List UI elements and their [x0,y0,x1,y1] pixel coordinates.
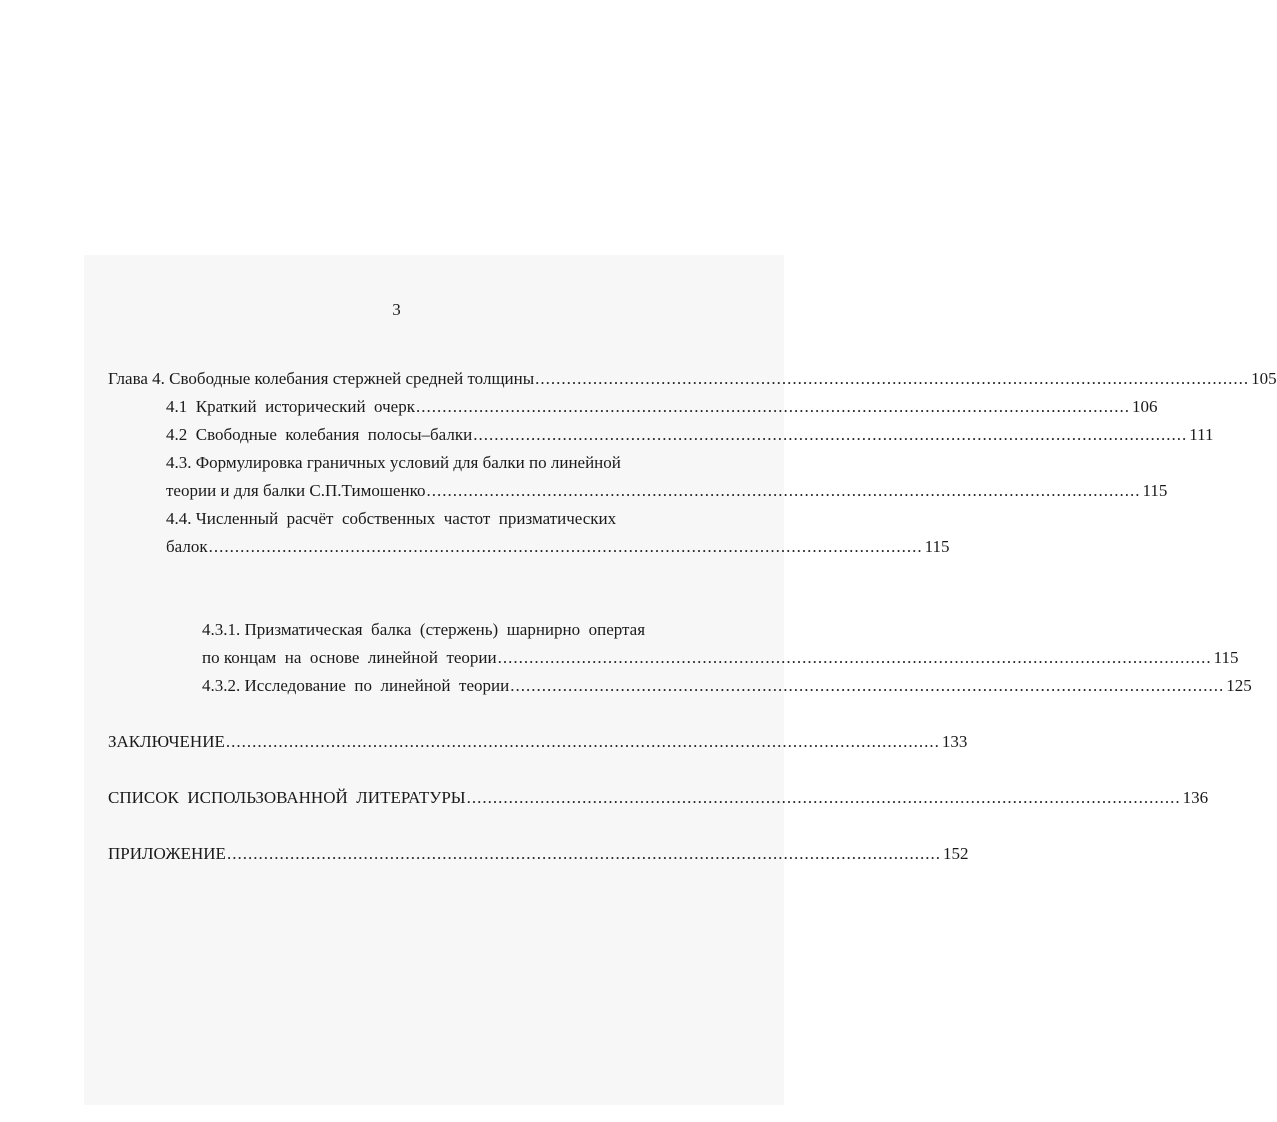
toc-entry-title: балок [166,537,208,556]
toc-entry-4-3-line1[interactable]: 4.3. Формулировка граничных условий для балки по линейной [166,453,621,472]
page-number: 3 [392,300,401,319]
toc-entry-references[interactable] [108,787,1209,809]
toc-entry-4-3-1-line1[interactable]: 4.3.1. Призматическая балка (стержень) шарнирно опертая [202,620,646,639]
toc-entry-page: 115 [1213,648,1239,667]
toc-entry-4-1[interactable] [166,396,1158,418]
dot-leader: ........................................................................................................................................ [535,369,1250,388]
toc-entry-4-4[interactable] [166,536,950,558]
dot-leader: ........................................................................................................................................ [466,788,1181,807]
toc-entry-title: ПРИЛОЖЕНИЕ [108,844,226,863]
toc-entry-title: 4.2 Свободные колебания полосы–балки [166,425,473,444]
toc-entry-page: 125 [1226,676,1252,695]
dot-leader: ........................................................................................................................................ [226,844,941,863]
dot-leader: ........................................................................................................................................ [225,732,940,751]
toc-entry-page: 111 [1189,425,1214,444]
toc-entry-page: 152 [942,844,969,863]
toc-entry-page: 106 [1131,397,1158,416]
toc-entry-page: 136 [1182,788,1209,807]
toc-entry-title: Глава 4. Свободные колебания стержней средней толщины [108,369,535,388]
toc-entry-4-3[interactable] [166,480,1168,502]
toc-entry-4-3-1[interactable] [202,647,1239,669]
toc-entry-title: теории и для балки С.П.Тимошенко [166,481,426,500]
toc-entry-title: ЗАКЛЮЧЕНИЕ [108,732,225,751]
toc-entry-page: 105 [1251,369,1277,388]
toc-entry-title: 4.1 Краткий исторический очерк [166,397,415,416]
dot-leader: ........................................................................................................................................ [497,648,1212,667]
dot-leader: ........................................................................................................................................ [208,537,923,556]
toc-entry-page: 115 [1142,481,1168,500]
toc-entry-title: по концам на основе линейной теории [202,648,497,667]
toc-entry-4-4-line1[interactable]: 4.4. Численный расчёт собственных частот призматических [166,509,617,528]
dot-leader: ........................................................................................................................................ [415,397,1130,416]
toc-entry-appendix[interactable] [108,843,969,865]
toc-entry-conclusion[interactable] [108,731,968,753]
toc-entry-title: СПИСОК ИСПОЛЬЗОВАННОЙ ЛИТЕРАТУРЫ [108,788,466,807]
toc-entry-chapter-4[interactable] [108,368,1277,390]
toc-entry-page: 133 [941,732,968,751]
toc-entry-4-3-2[interactable] [202,675,1252,697]
toc-entry-page: 115 [924,537,950,556]
dot-leader: ........................................................................................................................................ [426,481,1141,500]
toc-entry-title: 4.3.2. Исследование по линейной теории [202,676,510,695]
dot-leader: ........................................................................................................................................ [473,425,1188,444]
dot-leader: ........................................................................................................................................ [510,676,1225,695]
toc-entry-4-2[interactable] [166,424,1214,446]
